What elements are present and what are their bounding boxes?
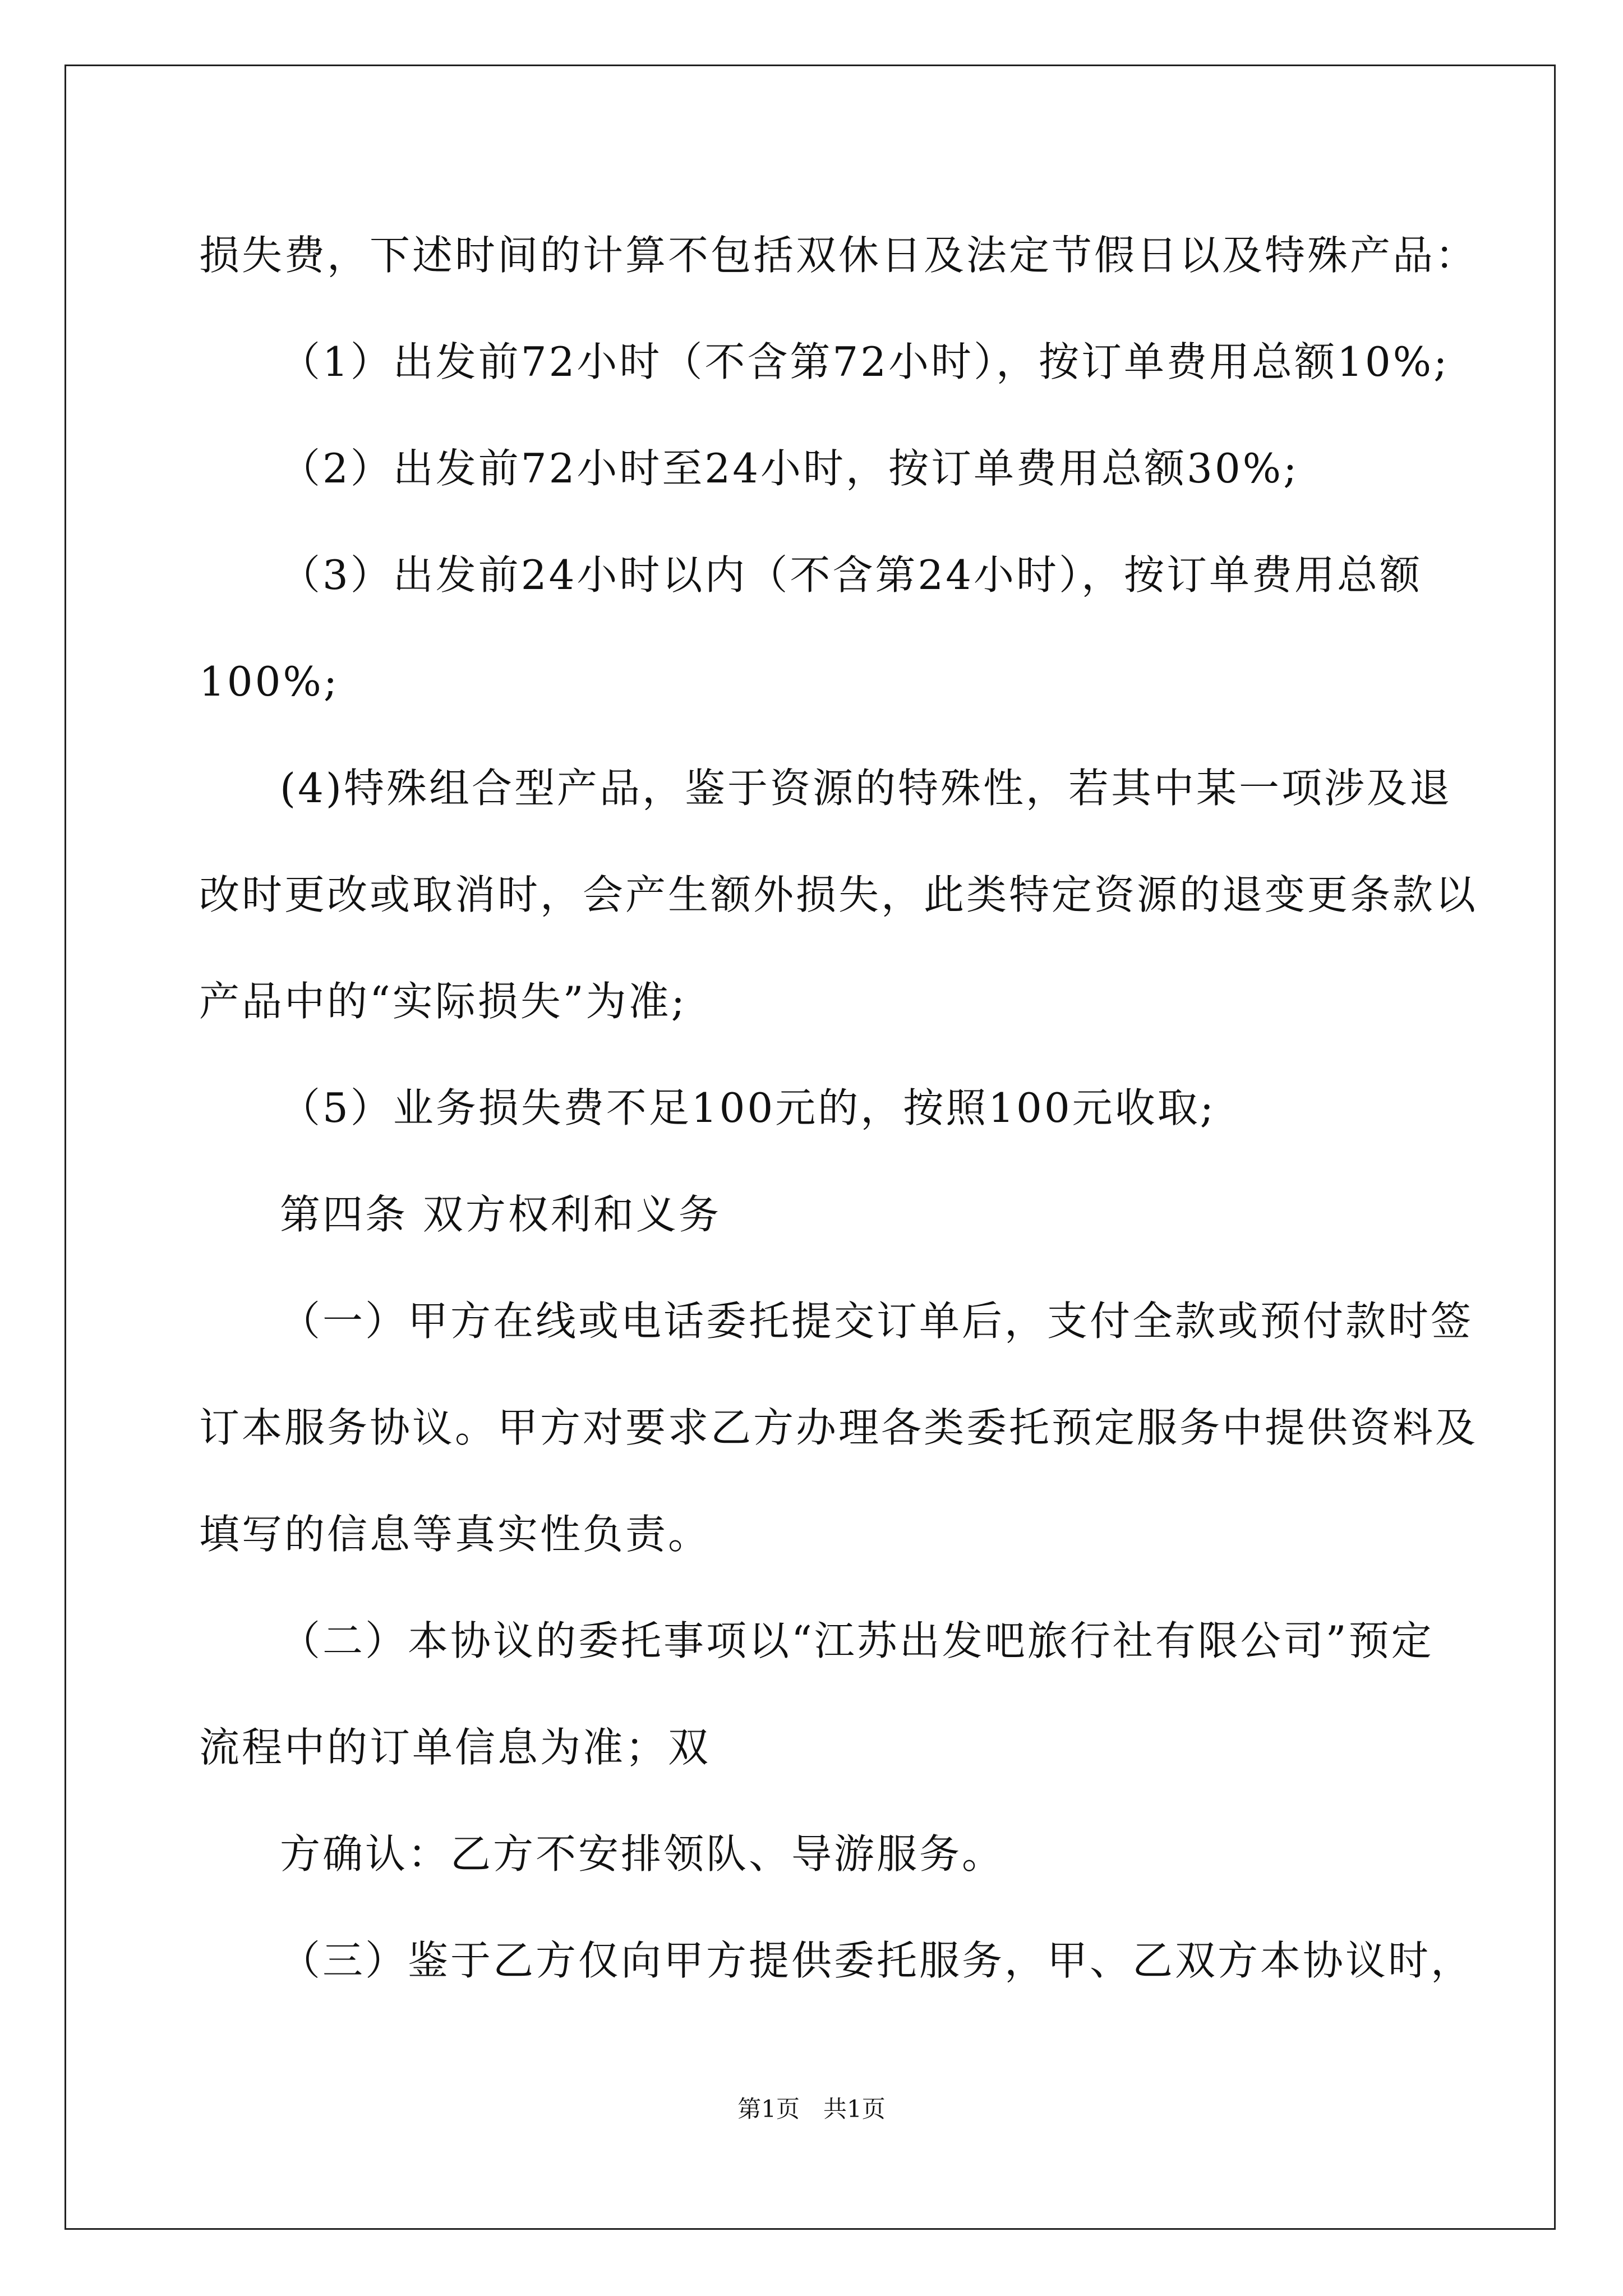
text-line-15: 流程中的订单信息为准；双 (199, 1724, 711, 1771)
text-line-9: （5）业务损失费不足100元的，按照100元收取; (280, 1084, 1216, 1131)
text-line-13: 填写的信息等真实性负责。 (199, 1511, 711, 1558)
text-line-1: 损失费，下述时间的计算不包括双休日及法定节假日以及特殊产品： (199, 232, 1478, 279)
text-line-14: （二）本协议的委托事项以“江苏出发吧旅行社有限公司”预定 (280, 1617, 1434, 1664)
text-line-7: 改时更改或取消时，会产生额外损失，此类特定资源的退变更条款以 (199, 871, 1478, 918)
text-line-5: 100%; (199, 658, 340, 705)
section-heading: 第四条 双方权利和义务 (280, 1191, 721, 1238)
text-line-4: （3）出发前24小时以内（不含第24小时），按订单费用总额 (280, 551, 1423, 599)
page-number-footer: 第1页 共1页 (737, 2095, 886, 2123)
text-line-6: (4)特殊组合型产品，鉴于资源的特殊性，若其中某一项涉及退 (280, 765, 1452, 812)
text-line-16: 方确认：乙方不安排领队、导游服务。 (280, 1830, 1005, 1878)
text-line-3: （2）出发前72小时至24小时，按订单费用总额30%; (280, 445, 1299, 492)
text-line-11: （一）甲方在线或电话委托提交订单后，支付全款或预付款时签 (280, 1297, 1474, 1345)
text-line-2: （1）出发前72小时（不含第72小时），按订单费用总额10%; (280, 338, 1450, 385)
text-line-17: （三）鉴于乙方仅向甲方提供委托服务，甲、乙双方本协议时， (280, 1937, 1474, 1984)
text-line-12: 订本服务协议。甲方对要求乙方办理各类委托预定服务中提供资料及 (199, 1404, 1478, 1451)
text-line-8: 产品中的“实际损失”为准; (199, 978, 687, 1025)
